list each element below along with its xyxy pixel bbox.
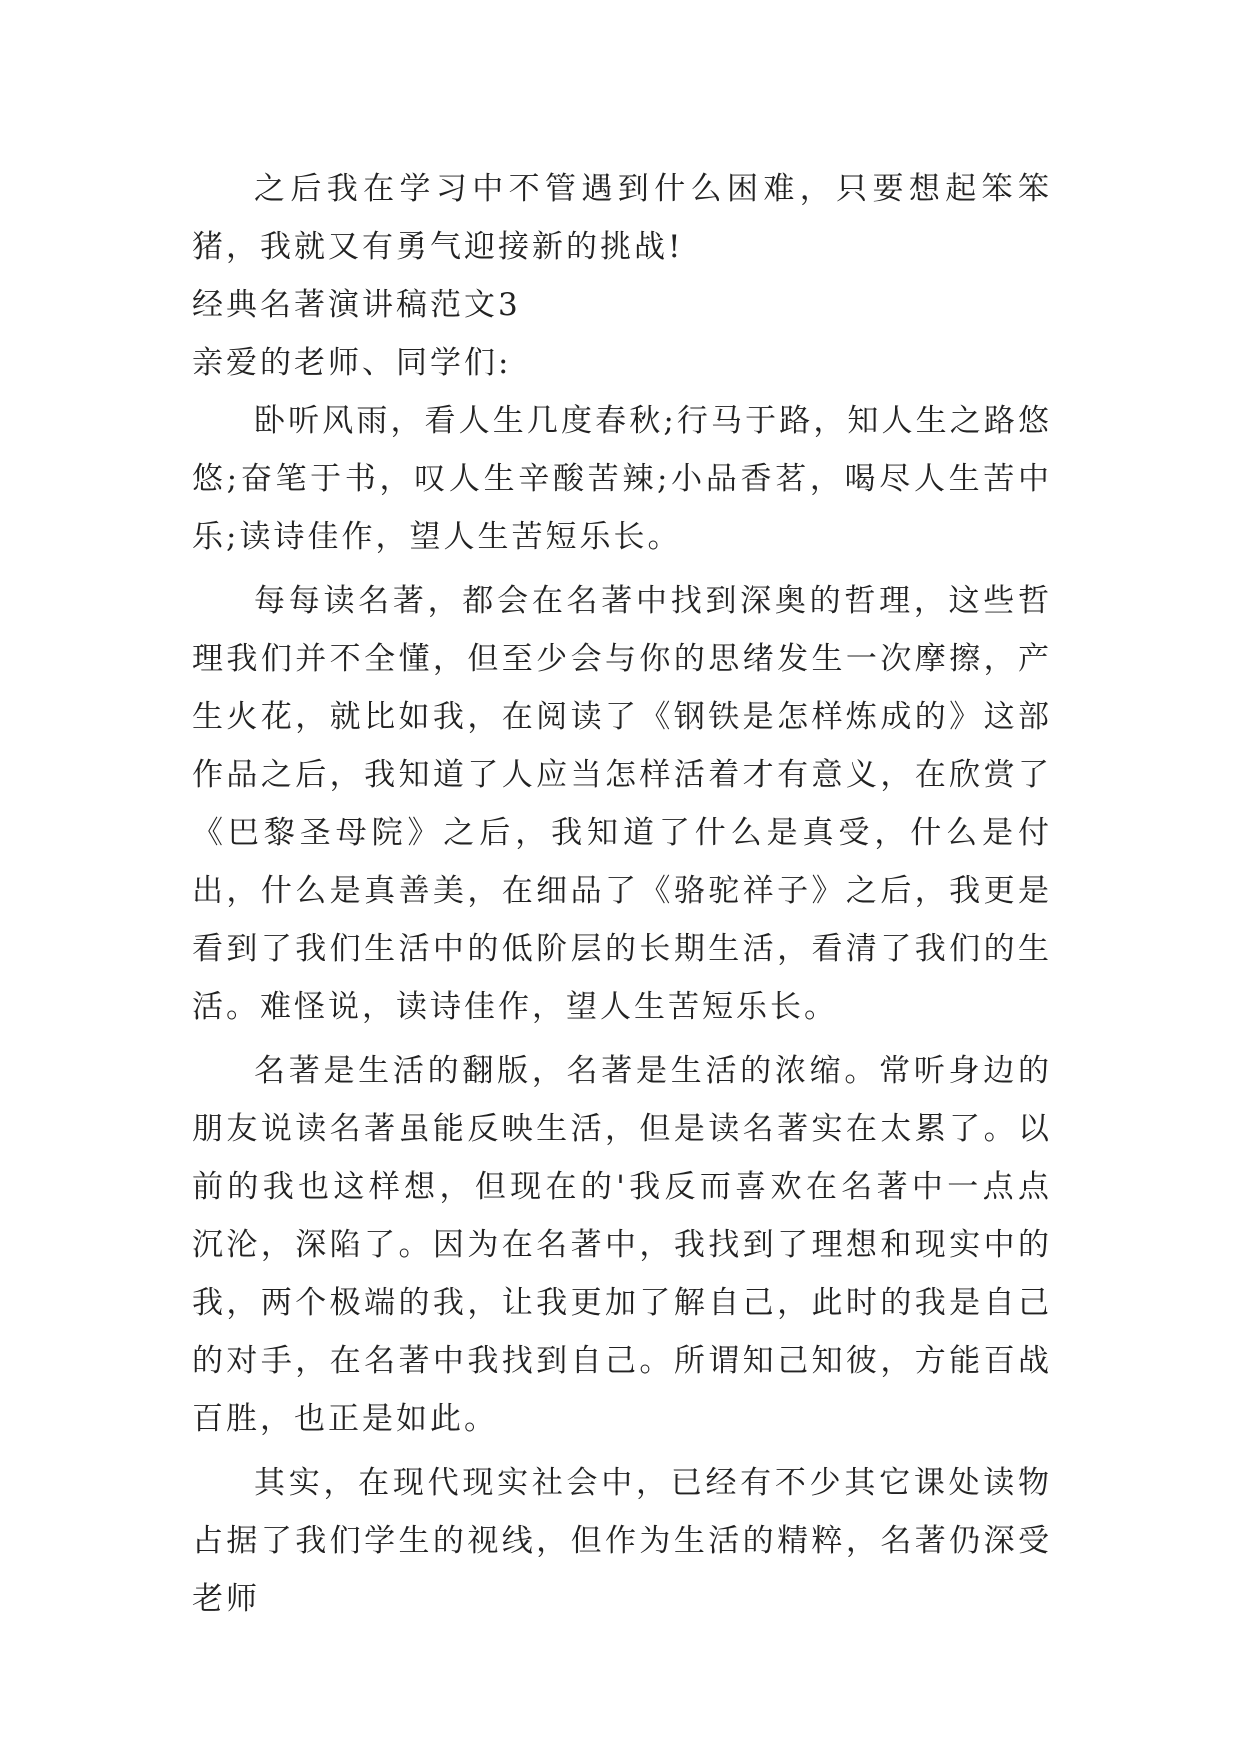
body-paragraph-1: 卧听风雨，看人生几度春秋;行马于路，知人生之路悠悠;奋笔于书，叹人生辛酸苦辣;小品香茗，喝尽人生苦中乐;读诗佳作，望人生苦短乐长。 [192,403,1052,555]
document-body [192,160,1052,1628]
body-paragraph-2: 每每读名著，都会在名著中找到深奥的哲理，这些哲理我们并不全懂，但至少会与你的思绪发生一次摩擦，产生火花，就比如我，在阅读了《钢铁是怎样炼成的》这部作品之后，我知道了人应当怎样活着才有意义，在欣赏了《巴黎圣母院》之后，我知道了什么是真受，什么是付出，什么是真善美，在细品了《骆驼祥子》之后，我更是看到了我们生活中的低阶层的长期生活，看清了我们的生活。难怪说，读诗佳作，望人生苦短乐长。 [192,583,1052,1025]
body-paragraph-4: 其实，在现代现实社会中，已经有不少其它课处读物占据了我们学生的视线，但作为生活的精粹，名著仍深受老师 [192,1465,1052,1617]
salutation: 亲爱的老师、同学们: [192,345,512,381]
document-heading: 经典名著演讲稿范文3 [192,287,521,323]
intro-paragraph: 之后我在学习中不管遇到什么困难，只要想起笨笨猪，我就又有勇气迎接新的挑战! [192,171,1052,265]
body-paragraph-3: 名著是生活的翻版，名著是生活的浓缩。常听身边的朋友说读名著虽能反映生活，但是读名著实在太累了。以前的我也这样想，但现在的'我反而喜欢在名著中一点点沉沦，深陷了。因为在名著中，我找到了理想和现实中的我，两个极端的我，让我更加了解自己，此时的我是自己的对手，在名著中我找到自己。所谓知己知彼，方能百战百胜，也正是如此。 [192,1053,1052,1437]
